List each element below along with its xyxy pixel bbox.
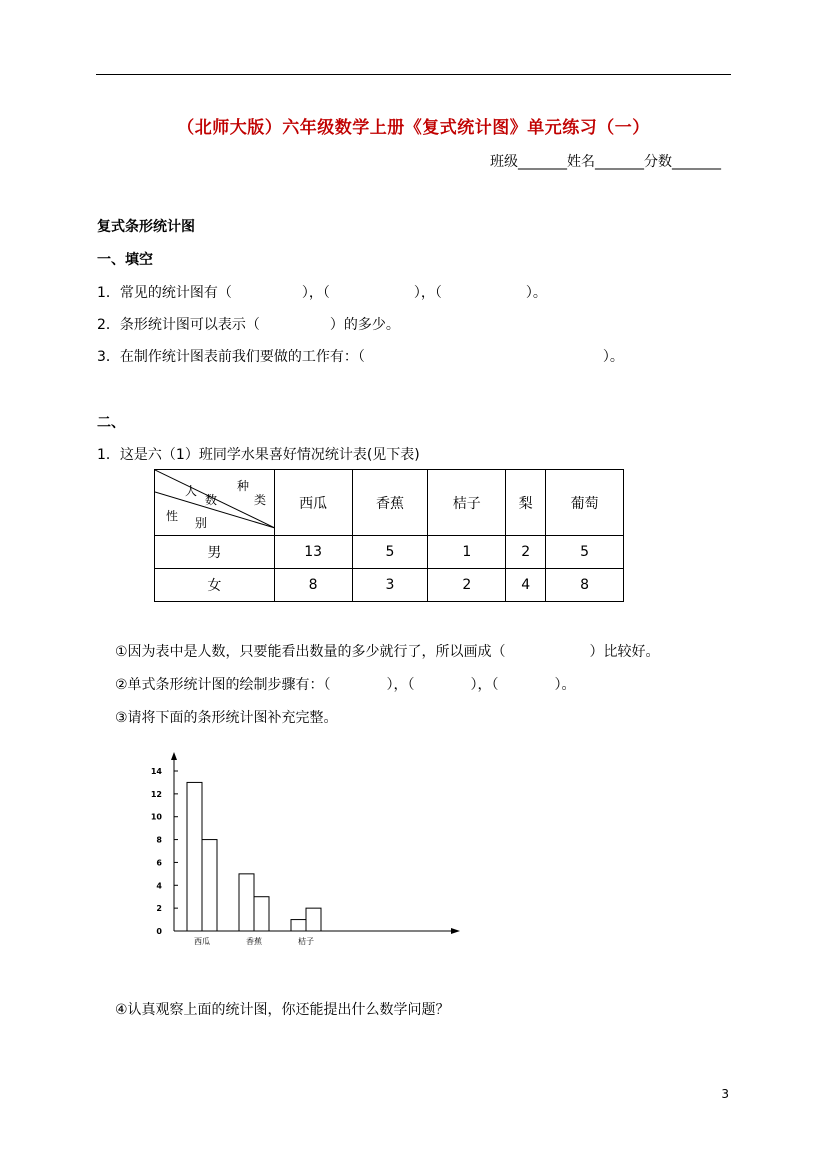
column-header: 葡萄 [546, 470, 624, 536]
header-rule [96, 74, 731, 75]
y-tick-label: 14 [150, 767, 162, 776]
chart-bar [306, 908, 321, 931]
chart-bars [187, 782, 321, 931]
page-title: （北师大版）六年级数学上册《复式统计图》单元练习（一） [177, 118, 650, 138]
column-header: 桔子 [428, 470, 506, 536]
y-tick-label: 12 [150, 789, 162, 799]
table-cell: 8 [546, 569, 624, 602]
table-cell: 4 [506, 569, 546, 602]
table-cell: 3 [352, 569, 428, 602]
y-tick-label: 8 [156, 835, 162, 845]
column-header: 西瓜 [274, 470, 352, 536]
table-cell: 5 [352, 536, 428, 569]
table-cell: 2 [428, 569, 506, 602]
table-row [155, 536, 624, 569]
x-category-label: 香蕉 [246, 937, 262, 946]
table-cell: 1 [428, 536, 506, 569]
table-cell: 5 [546, 536, 624, 569]
section-heading: 复式条形统计图 [97, 219, 195, 235]
x-category-label: 西瓜 [194, 937, 210, 946]
diagonal-header-cell [155, 470, 275, 536]
chart-bar [187, 782, 202, 931]
y-tick-label: 0 [156, 927, 162, 936]
diag-label-xing: 性 [166, 509, 179, 523]
sub-question-4: ④认真观察上面的统计图，你还能提出什么数学问题？ [115, 1002, 450, 1018]
diag-label-zhong: 种 [237, 479, 250, 493]
chart-bar [239, 874, 254, 931]
y-tick-label: 4 [156, 881, 162, 891]
y-tick-label: 10 [150, 812, 162, 822]
sub-question-3: ③请将下面的条形统计图补充完整。 [115, 710, 338, 726]
sub-question-1: ①因为表中是人数，只要能看出数量的多少就行了，所以画成（ ）比较好。 [115, 644, 660, 660]
chart-category-labels [194, 936, 314, 946]
y-axis-arrow [171, 752, 177, 760]
sub-question-2: ②单式条形统计图的绘制步骤有：（ ），（ ），（ ）。 [115, 677, 576, 693]
table-cell: 13 [274, 536, 352, 569]
column-header: 梨 [506, 470, 546, 536]
table-cell: 2 [506, 536, 546, 569]
question-3: 3．在制作统计图表前我们要做的工作有：（ ）。 [97, 349, 624, 365]
question-2: 2．条形统计图可以表示（ ）的多少。 [97, 317, 400, 333]
part2-intro: 1．这是六（1）班同学水果喜好情况统计表(见下表) [97, 447, 420, 463]
diag-label-bie: 别 [195, 516, 208, 530]
row-label: 男 [155, 536, 275, 569]
class-name-score-line: 班级_______姓名_______分数_______ [490, 154, 721, 170]
diag-label-lei: 类 [254, 493, 267, 507]
table-cell: 8 [274, 569, 352, 602]
question-1: 1．常见的统计图有（ ），（ ），（ ）。 [97, 285, 547, 301]
fruit-preference-table [154, 469, 624, 602]
chart-bar [254, 897, 269, 931]
diag-label-ren: 人 [185, 484, 198, 498]
x-axis-arrow [451, 928, 460, 934]
x-category-label: 桔子 [298, 937, 314, 946]
y-tick-label: 2 [156, 904, 162, 914]
table-header-row [155, 470, 624, 536]
chart-bar [291, 920, 306, 931]
chart-bar [202, 840, 217, 931]
table-row [155, 569, 624, 602]
diag-label-shu: 数 [205, 493, 218, 507]
y-tick-label: 6 [156, 858, 162, 868]
part2-heading: 二、 [97, 415, 125, 431]
row-label: 女 [155, 569, 275, 602]
column-header: 香蕉 [352, 470, 428, 536]
part1-heading: 一、填空 [97, 252, 153, 268]
page-number: 3 [721, 1087, 729, 1101]
bar-chart [140, 750, 470, 950]
